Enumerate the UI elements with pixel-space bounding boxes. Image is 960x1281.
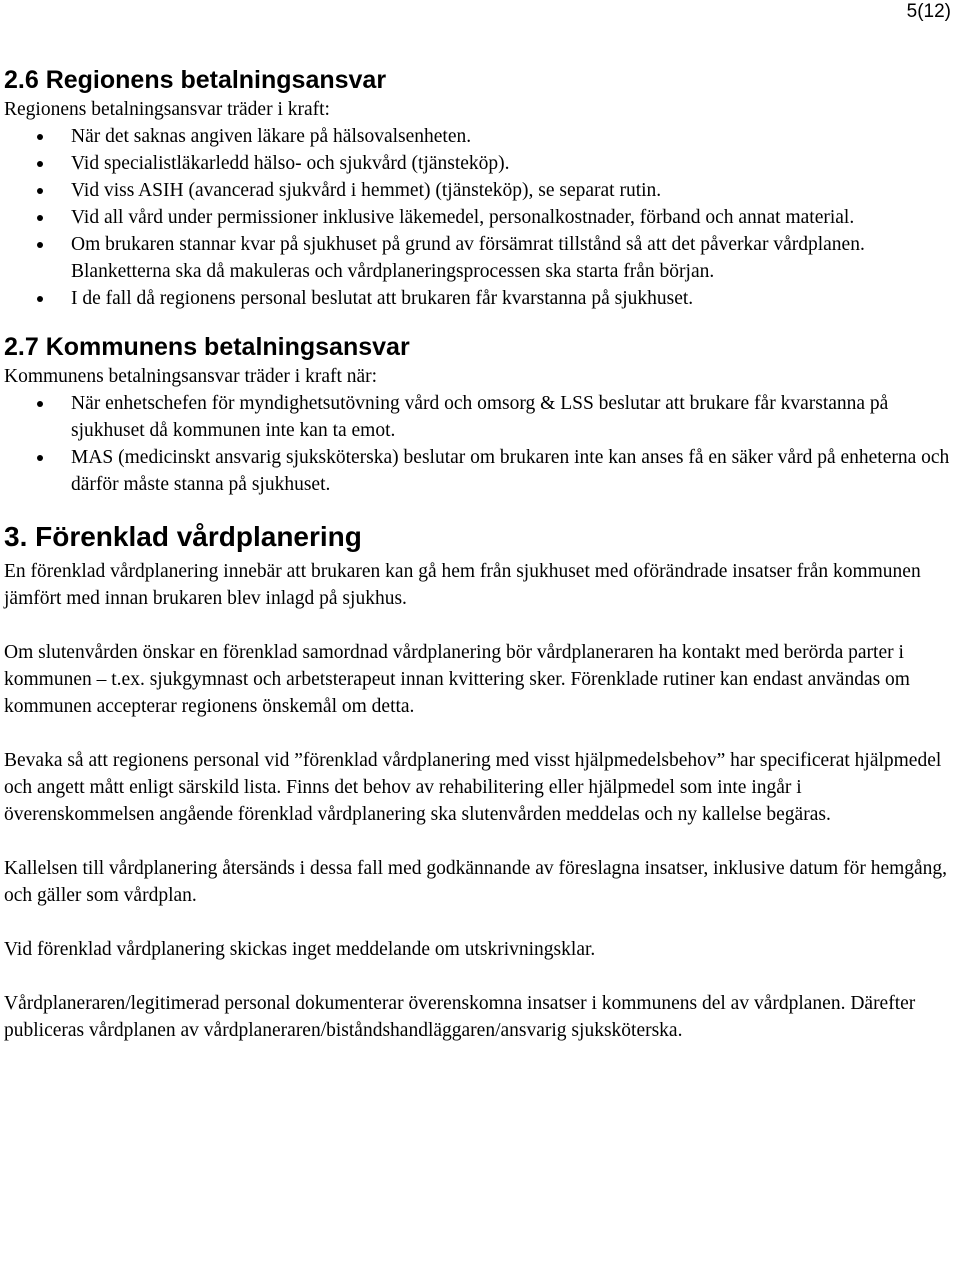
list-item: Vid viss ASIH (avancerad sjukvård i hemmet) (tjänsteköp), se separat rutin. (4, 177, 954, 204)
list-item: Vid specialistläkarledd hälso- och sjukvård (tjänsteköp). (4, 150, 954, 177)
list-item: Om brukaren stannar kvar på sjukhuset på grund av försämrat tillstånd så att det påverkar vårdplanen. Blanketterna ska då makuleras och vårdplaneringsprocessen ska starta från början. (4, 231, 954, 285)
bullet-list (4, 123, 954, 312)
section-heading: 2.7 Kommunens betalningsansvar (4, 333, 410, 361)
section-intro: Regionens betalningsansvar träder i kraft: (4, 99, 330, 120)
page-number: 5(12) (906, 1, 951, 22)
paragraph: Bevaka så att regionens personal vid ”förenklad vårdplanering med visst hjälpmedelsbehov” har specificerat hjälpmedel och angett mått enligt särskild lista. Finns det behov av rehabilitering eller hjälpmedel som inte ingår i överenskommelsen angående förenklad vårdplanering ska slutenvården meddelas och ny kallelse begäras. (4, 750, 942, 825)
section-heading: 2.6 Regionens betalningsansvar (4, 66, 387, 94)
section-kommunens-betalningsansvar (4, 331, 954, 498)
list-item: MAS (medicinskt ansvarig sjuksköterska) beslutar om brukaren inte kan anses få en säker vård på enheterna och därför måste stanna på sjukhuset. (4, 444, 954, 498)
paragraph: Vårdplaneraren/legitimerad personal dokumenterar överenskomna insatser i kommunens del av vårdplanen. Därefter publiceras vårdplanen av vårdplaneraren/biståndshandläggaren/ansvarig sjuksköterska. (4, 993, 916, 1041)
section-heading: 3. Förenklad vårdplanering (4, 521, 362, 552)
list-item: När det saknas angiven läkare på hälsovalsenheten. (4, 123, 954, 150)
section-intro: Kommunens betalningsansvar träder i kraft när: (4, 366, 378, 387)
document-body (4, 64, 954, 1044)
section-forenklad-vardplanering (4, 520, 954, 1044)
section-regionens-betalningsansvar (4, 64, 954, 312)
list-item: I de fall då regionens personal beslutat att brukaren får kvarstanna på sjukhuset. (4, 285, 954, 312)
bullet-list (4, 390, 954, 498)
paragraph: En förenklad vårdplanering innebär att brukaren kan gå hem från sjukhuset med oförändrade insatser från kommunen jämfört med innan brukaren blev inlagd på sjukhus. (4, 561, 921, 609)
paragraph: Vid förenklad vårdplanering skickas inget meddelande om utskrivningsklar. (4, 939, 596, 960)
paragraph: Om slutenvården önskar en förenklad samordnad vårdplanering bör vårdplaneraren ha kontakt med berörda parter i kommunen – t.ex. sjukgymnast och arbetsterapeut innan kvittering sker. Förenklade rutiner kan endast användas om kommunen accepterar regionens önskemål om detta. (4, 642, 910, 717)
list-item: Vid all vård under permissioner inklusive läkemedel, personalkostnader, förband och annat material. (4, 204, 954, 231)
list-item: När enhetschefen för myndighetsutövning vård och omsorg & LSS beslutar att brukare får kvarstanna på sjukhuset då kommunen inte kan ta emot. (4, 390, 954, 444)
paragraph: Kallelsen till vårdplanering återsänds i dessa fall med godkännande av föreslagna insatser, inklusive datum för hemgång, och gäller som vårdplan. (4, 858, 948, 906)
